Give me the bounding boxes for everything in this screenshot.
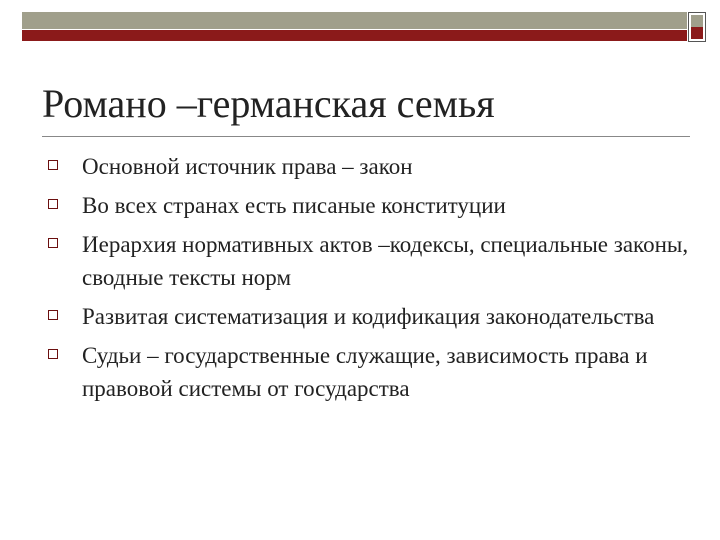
square-bullet-icon bbox=[48, 349, 58, 359]
bullet-item bbox=[48, 339, 698, 405]
square-bullet-icon bbox=[48, 199, 58, 209]
bullet-item bbox=[48, 300, 698, 333]
slide-title: Романо –германская семья bbox=[42, 81, 495, 126]
bullet-item bbox=[48, 189, 698, 222]
corner-decoration bbox=[688, 12, 706, 42]
header-band-gray bbox=[22, 12, 687, 29]
bullet-text: Развитая систематизация и кодификация законодательства bbox=[82, 304, 655, 329]
square-bullet-icon bbox=[48, 238, 58, 248]
bullet-text: Иерархия нормативных актов –кодексы, специальные законы, сводные тексты норм bbox=[82, 232, 689, 290]
bullet-item bbox=[48, 150, 698, 183]
square-bullet-icon bbox=[48, 160, 58, 170]
header-band-red bbox=[22, 30, 687, 41]
bullet-text: Основной источник права – закон bbox=[82, 154, 413, 179]
bullet-list bbox=[48, 150, 698, 411]
title-divider bbox=[42, 136, 690, 137]
bullet-text: Во всех странах есть писаные конституции bbox=[82, 193, 506, 218]
bullet-item bbox=[48, 228, 698, 294]
square-bullet-icon bbox=[48, 310, 58, 320]
bullet-text: Судьи – государственные служащие, зависимость права и правовой системы от государства bbox=[82, 343, 648, 401]
